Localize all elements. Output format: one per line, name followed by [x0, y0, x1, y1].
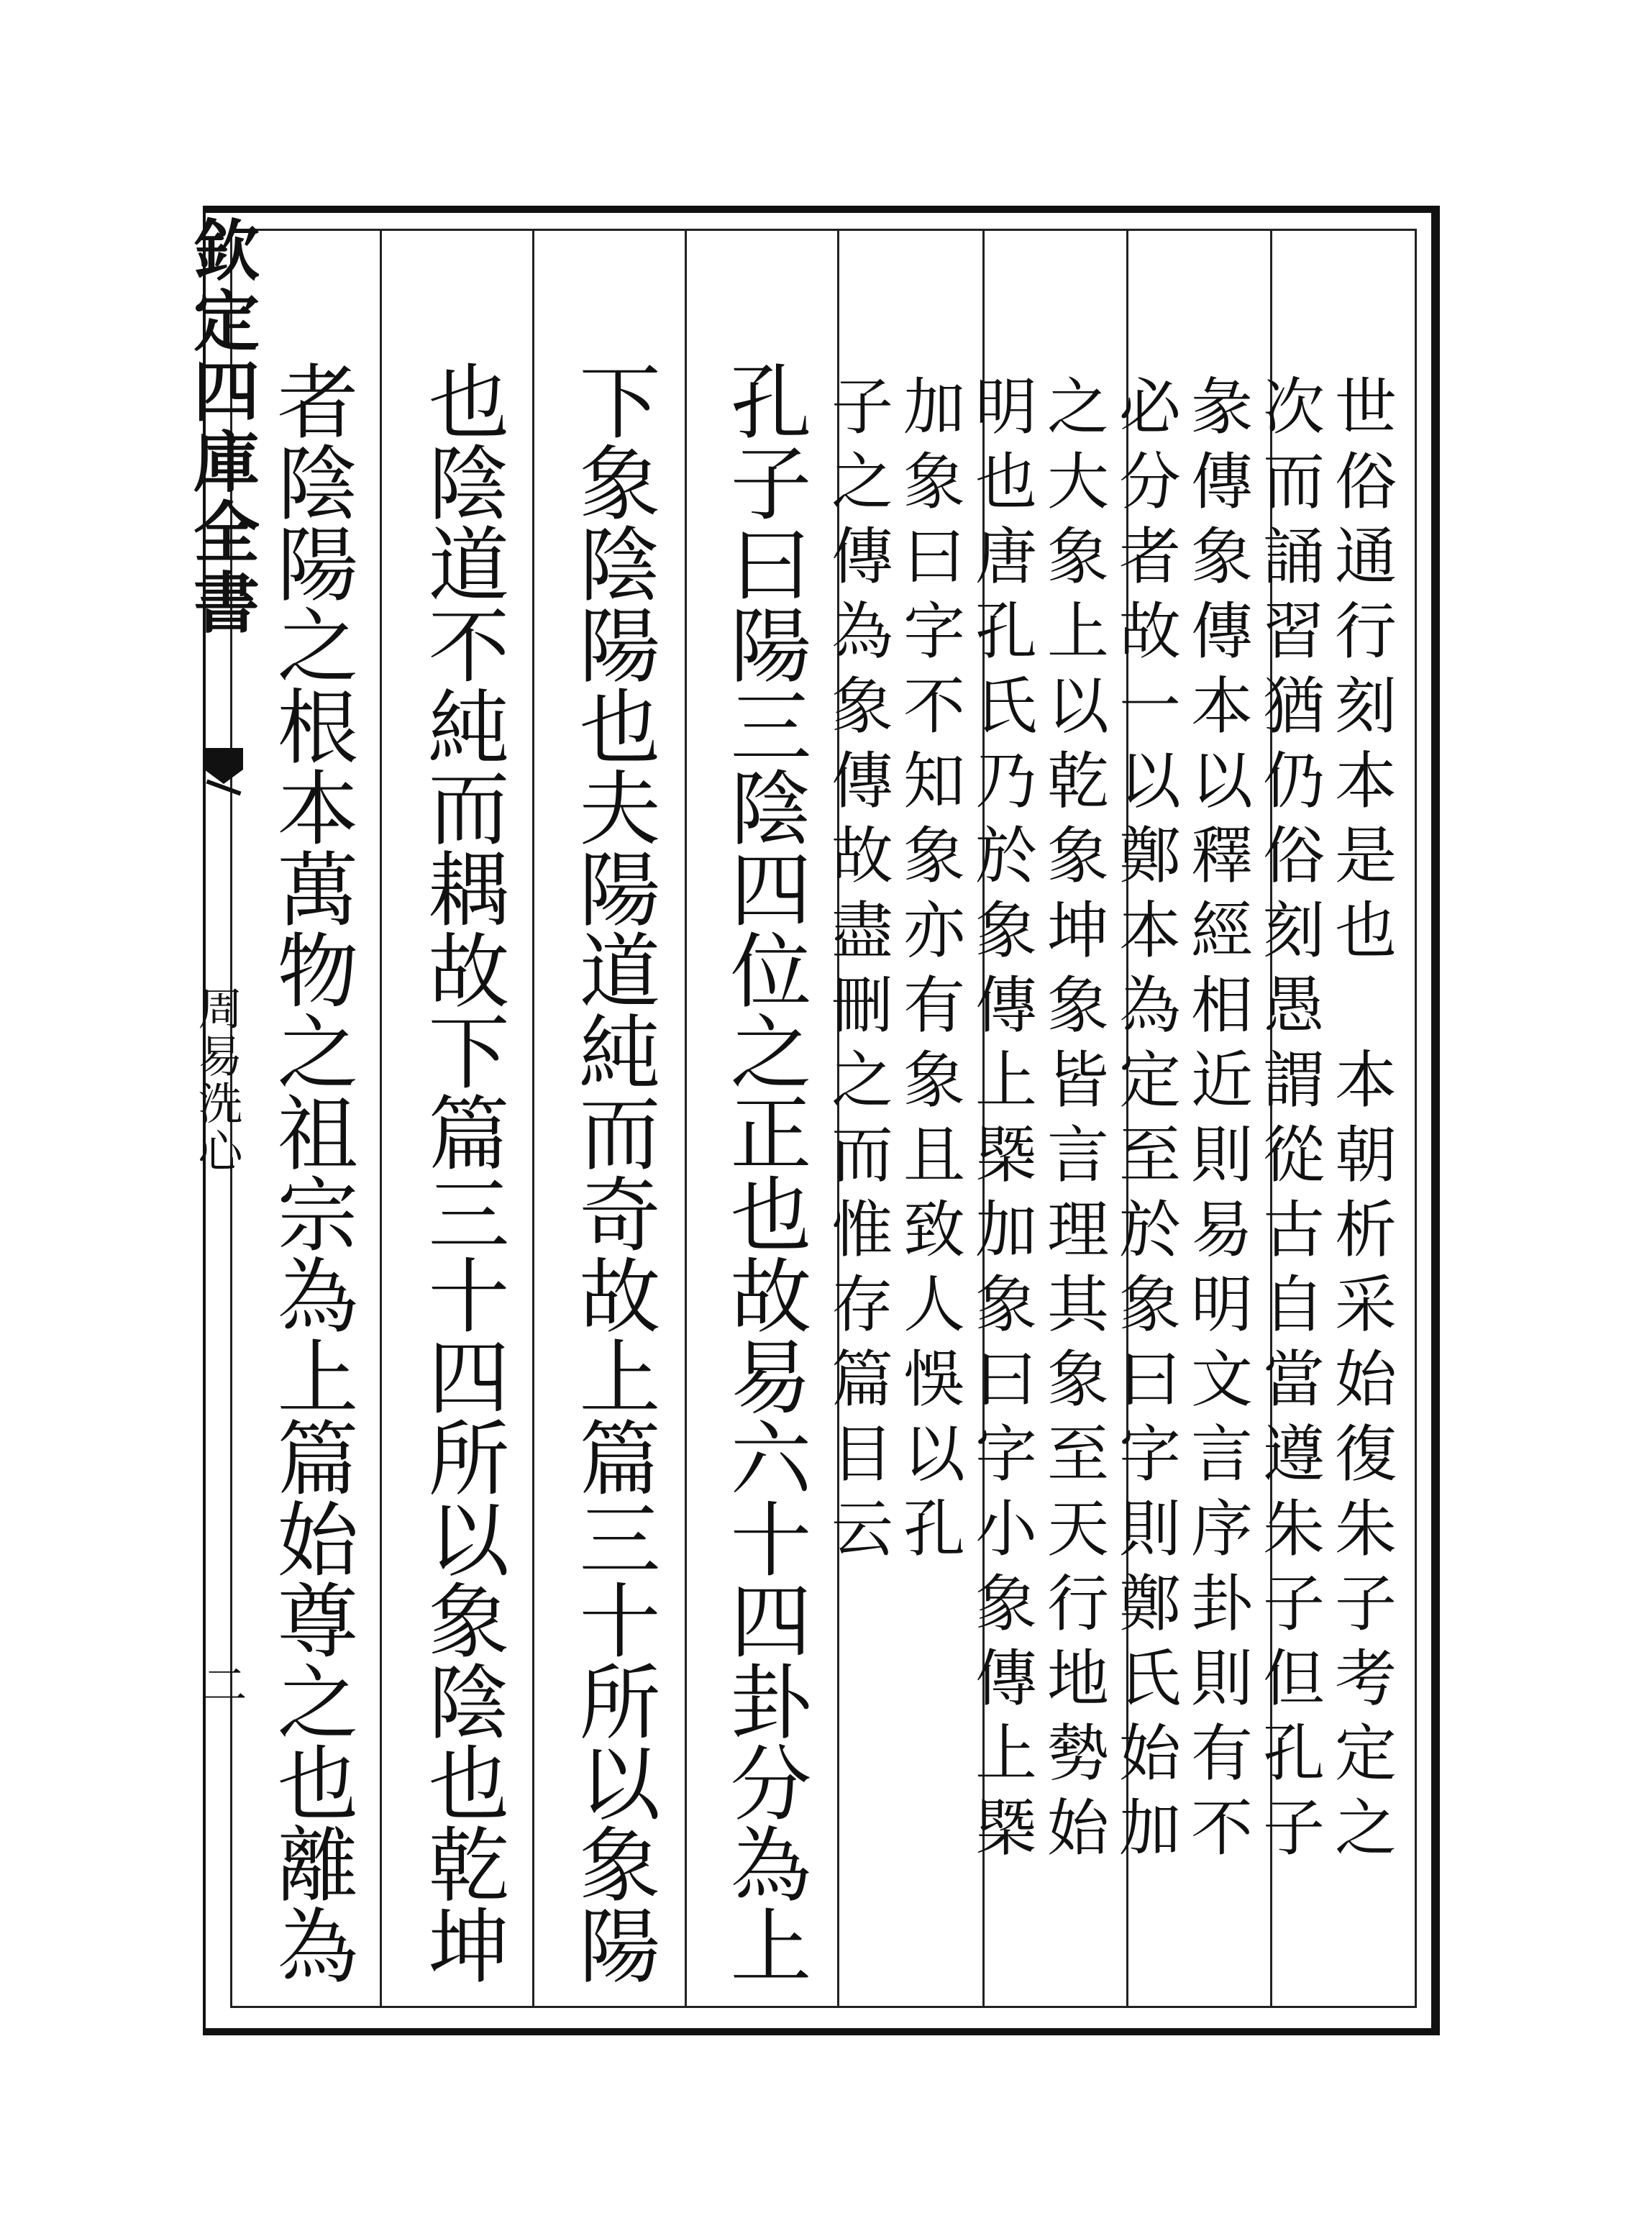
- column-rule: [532, 229, 534, 2008]
- text-column-7: 加象曰字不知象亦有象且致人悞以孔: [893, 374, 964, 1571]
- margin-book-title: 周易洗心: [191, 985, 243, 1175]
- text-column-2: 次而誦習猶仍俗刻愚謂從古自當遵朱子但孔子: [1252, 374, 1324, 1870]
- text-column-8: 子之傳為象傳故盡刪之而惟存篇目云: [821, 374, 893, 1571]
- text-column-12: 者陰陽之根本萬物之祖宗為上篇始尊之也離為: [264, 360, 359, 1985]
- text-column-9: 孔子曰陽三陰四位之正也故易六十四卦分為上: [717, 360, 812, 1985]
- margin-folio-number: 二: [195, 1661, 247, 1706]
- column-rule: [685, 229, 687, 2008]
- text-column-4: 必分者故一以鄭本為定至於象曰字則鄭氏始加: [1108, 374, 1180, 1870]
- text-column-1: 世俗通行刻本是也 本朝析采始復朱子考定之: [1324, 374, 1396, 1870]
- column-rule: [380, 229, 382, 2008]
- text-column-3: 彖傳象傳本以釋經相近則易明文言序卦則有不: [1180, 374, 1252, 1870]
- text-column-10: 下象陰陽也夫陽道純而奇故上篇三十所以象陽: [566, 360, 661, 1985]
- text-column-5: 之大象上以乾象坤象皆言理其象至天行地勢始: [1036, 374, 1108, 1870]
- text-column-11: 也陰道不純而耦故下篇三十四所以象陰也乾坤: [415, 360, 510, 1985]
- text-column-6: 明也唐孔氏乃於象傳上槩加象曰字小象傳上槩: [964, 374, 1036, 1870]
- collection-header: 欽定四庫全書: [183, 216, 260, 639]
